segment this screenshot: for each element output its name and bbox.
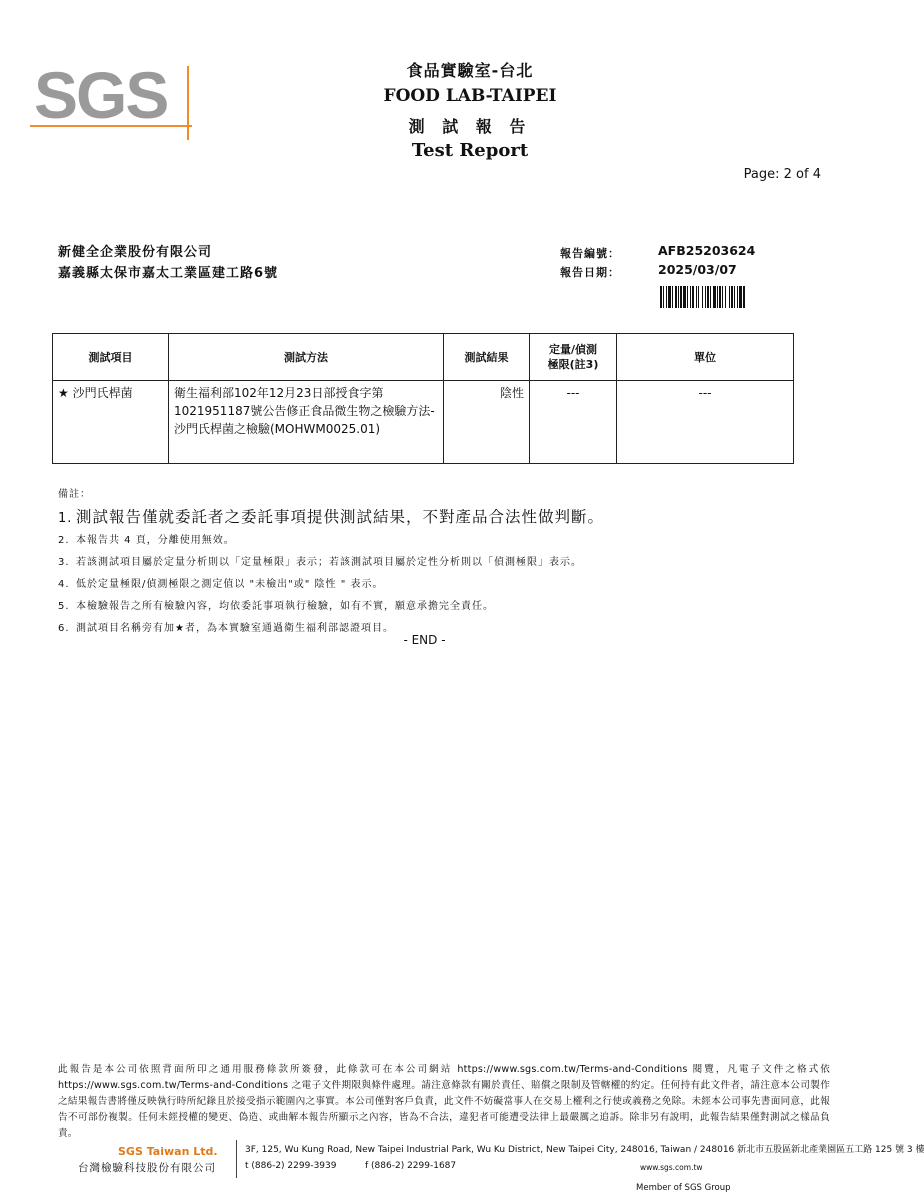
barcode-bar	[725, 286, 726, 308]
cell-test-item: ★ 沙門氏桿菌	[53, 381, 169, 464]
table-header-row	[53, 334, 794, 381]
note-number: 2.	[58, 535, 70, 546]
header-test-item: 測試項目	[53, 334, 169, 381]
sgs-logo	[30, 58, 190, 142]
note-text: 低於定量極限/偵測極限之測定值以 "未檢出"或" 陰性 " 表示。	[76, 579, 384, 590]
barcode-bar	[690, 286, 691, 308]
cell-test-result: 陰性	[444, 381, 530, 464]
barcode-bar	[702, 286, 703, 308]
barcode-bar	[722, 286, 723, 308]
barcode-bar	[743, 286, 745, 308]
barcode-bar	[672, 286, 673, 308]
barcode-bar	[663, 286, 664, 308]
note-item	[58, 597, 604, 619]
note-item	[58, 531, 604, 553]
barcode-bar	[696, 286, 697, 308]
barcode-bar	[668, 286, 671, 308]
client-address: 嘉義縣太保市嘉太工業區建工路6號	[58, 266, 279, 281]
note-number: 3.	[58, 557, 70, 568]
note-item	[58, 553, 604, 575]
barcode-bar	[713, 286, 716, 308]
report-number: AFB25203624	[658, 243, 756, 258]
note-text: 本報告共 4 頁，分離使用無效。	[76, 535, 235, 546]
barcode-bar	[687, 286, 688, 308]
table-row	[53, 381, 794, 464]
end-marker: - END -	[403, 633, 446, 647]
note-item	[58, 505, 604, 531]
footer-divider	[236, 1140, 237, 1178]
client-name: 新健全企業股份有限公司	[58, 245, 213, 260]
page-number: Page: 2 of 4	[743, 167, 821, 182]
barcode-bar	[666, 286, 667, 308]
note-number: 6.	[58, 623, 70, 634]
footer-member: Member of SGS Group	[636, 1183, 731, 1193]
cell-unit: ---	[617, 381, 794, 464]
barcode-bar	[734, 286, 735, 308]
barcode-bar	[705, 286, 706, 308]
barcode-bar	[739, 286, 742, 308]
cell-limit: ---	[530, 381, 617, 464]
footer-telephone: t (886-2) 2299-3939	[245, 1161, 337, 1171]
barcode-bar	[717, 286, 718, 308]
lab-name-zh: 食品實驗室-台北	[406, 61, 534, 80]
barcode-bar	[698, 286, 699, 308]
report-date-label: 報告日期：	[560, 266, 620, 279]
barcode-bar	[707, 286, 709, 308]
lab-name-en: FOOD LAB-TAIPEI	[383, 86, 557, 106]
note-number: 5.	[58, 601, 70, 612]
notes-title: 備註：	[58, 489, 91, 500]
report-title-en: Test Report	[411, 140, 529, 161]
note-number: 1.	[58, 511, 73, 526]
barcode	[660, 286, 796, 308]
results-table	[52, 333, 794, 464]
note-item	[58, 575, 604, 597]
barcode-bar	[660, 286, 662, 308]
footer-company-zh: 台灣檢驗科技股份有限公司	[78, 1162, 216, 1174]
header-test-method: 測試方法	[169, 334, 444, 381]
note-text: 若該測試項目屬於定量分析則以「定量極限」表示；若該測試項目屬於定性分析則以「偵測極限」表示。	[76, 557, 582, 568]
barcode-bar	[710, 286, 711, 308]
barcode-bar	[680, 286, 682, 308]
footer-address: 3F, 125, Wu Kung Road, New Taipei Industrial Park, Wu Ku District, New Taipei City, 248016, Taiwan / 248016 新北市五股區新北產業園區五工路 125 號 3 樓	[245, 1145, 924, 1155]
note-text: 測試報告僅就委託者之委託事項提供測試結果，不對產品合法性做判斷。	[76, 508, 605, 526]
report-title-zh: 測 試 報 告	[408, 117, 532, 136]
barcode-bar	[737, 286, 738, 308]
barcode-bar	[729, 286, 730, 308]
notes-list	[58, 505, 604, 641]
footer-fax: f (886-2) 2299-1687	[365, 1161, 457, 1171]
note-text: 測試項目名稱旁有加★者，為本實驗室通過衛生福利部認證項目。	[76, 623, 394, 634]
note-text: 本檢驗報告之所有檢驗內容，均依委託事項執行檢驗，如有不實，願意承擔完全責任。	[76, 601, 494, 612]
sgs-logo-text: SGS	[34, 58, 168, 132]
header-limit: 定量/偵測 極限(註3)	[530, 334, 617, 381]
note-number: 4.	[58, 579, 70, 590]
barcode-bar	[675, 286, 677, 308]
report-date: 2025/03/07	[658, 262, 737, 277]
footer-company-en: SGS Taiwan Ltd.	[118, 1145, 218, 1158]
barcode-bar	[678, 286, 679, 308]
barcode-bar	[731, 286, 733, 308]
header-unit: 單位	[617, 334, 794, 381]
header-test-result: 測試結果	[444, 334, 530, 381]
barcode-bar	[683, 286, 686, 308]
barcode-bar	[719, 286, 721, 308]
barcode-bar	[692, 286, 694, 308]
footer-disclaimer: 此報告是本公司依照背面所印之通用服務條款所簽發，此條款可在本公司網站 https://www.sgs.com.tw/Terms-and-Conditions 閱覽，凡電子文件之格式依 https://www.sgs.com.tw/Terms-and-Conditions 之電子文件期限與條件處理。請注意條款有關於責任、賠償之限制及管轄權的約定。任何持有此文件者，請注意本公司製作之結果報告書將僅反映執行時所紀錄且於接受指示範圍內之事實。本公司僅對客戶負責，此文件不妨礙當事人在交易上權利之行使或義務之免除。未經本公司事先書面同意，此報告不可部份複製。任何未經授權的變更、偽造、或曲解本報告所顯示之內容，皆為不合法，違犯者可能遭受法律上最嚴厲之追訴。除非另有說明，此報告結果僅對測試之樣品負責。	[58, 1064, 830, 1139]
footer-website: www.sgs.com.tw	[640, 1163, 703, 1172]
report-number-label: 報告編號：	[560, 247, 620, 260]
cell-test-method: 衛生福利部102年12月23日部授食字第1021951187號公告修正食品微生物之檢驗方法-沙門氏桿菌之檢驗(MOHWM0025.01)	[169, 381, 444, 464]
